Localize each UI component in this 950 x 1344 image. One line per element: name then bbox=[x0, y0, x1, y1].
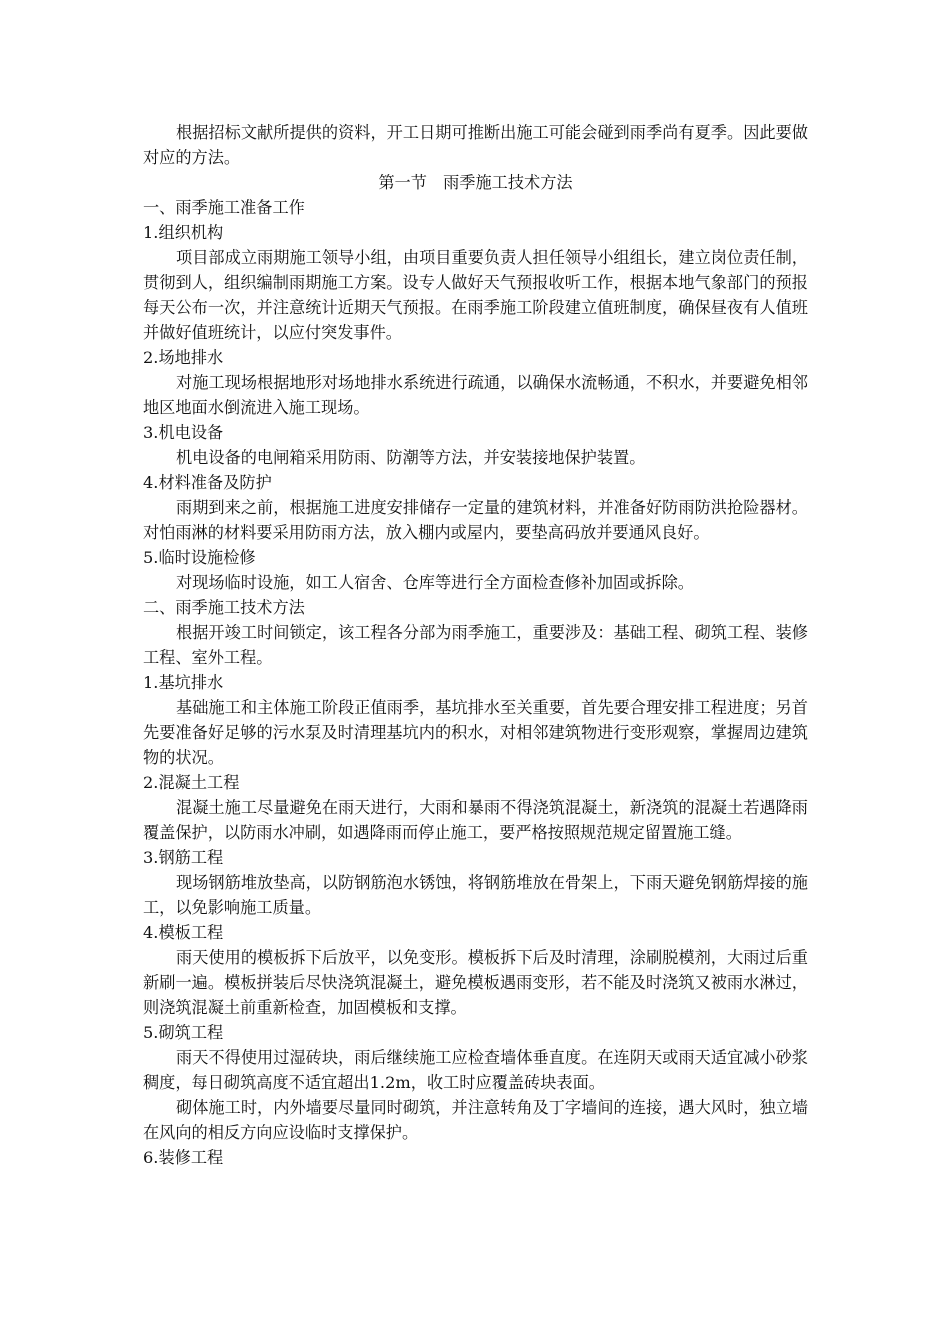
subheading-organization: 1.组织机构 bbox=[143, 223, 224, 242]
paragraph-formwork: 雨天使用的模板拆下后放平，以免变形。模板拆下后及时清理，涂刷脱模剂，大雨过后重新刷一遍。模板拼装后尽快浇筑混凝土，避免模板遇雨变形，若不能及时浇筑又被雨水淋过，则浇筑混凝土前重新检查，加固模板和支撑。 bbox=[143, 948, 808, 1017]
subheading-electrical: 3.机电设备 bbox=[143, 423, 224, 442]
subheading-decoration: 6.装修工程 bbox=[143, 1148, 224, 1167]
heading-preparation: 一、雨季施工准备工作 bbox=[143, 198, 305, 217]
subheading-concrete: 2.混凝土工程 bbox=[143, 773, 240, 792]
paragraph-organization: 项目部成立雨期施工领导小组，由项目重要负责人担任领导小组组长，建立岗位责任制，贯彻到人，组织编制雨期施工方案。设专人做好天气预报收听工作，根据本地气象部门的预报每天公布一次，并注意统计近期天气预报。在雨季施工阶段建立值班制度，确保昼夜有人值班并做好值班统计，以应付突发事件。 bbox=[143, 248, 808, 342]
subheading-pit-drainage: 1.基坑排水 bbox=[143, 673, 224, 692]
paragraph-masonry-1: 雨天不得使用过湿砖块，雨后继续施工应检查墙体垂直度。在连阴天或雨天适宜减小砂浆稠度，每日砌筑高度不适宜超出1.2m，收工时应覆盖砖块表面。 bbox=[143, 1048, 808, 1092]
paragraph-materials: 雨期到来之前，根据施工进度安排储存一定量的建筑材料，并准备好防雨防洪抢险器材。对怕雨淋的材料要采用防雨方法，放入棚内或屋内，要垫高码放并要通风良好。 bbox=[143, 498, 808, 542]
section-title: 第一节 雨季施工技术方法 bbox=[378, 173, 573, 192]
subheading-materials: 4.材料准备及防护 bbox=[143, 473, 272, 492]
paragraph-pit-drainage: 基础施工和主体施工阶段正值雨季，基坑排水至关重要，首先要合理安排工程进度；另首先要准备好足够的污水泵及时清理基坑内的积水，对相邻建筑物进行变形观察，掌握周边建筑物的状况。 bbox=[143, 698, 808, 767]
paragraph-technical-scope: 根据开竣工时间锁定，该工程各分部为雨季施工，重要涉及：基础工程、砌筑工程、装修工程、室外工程。 bbox=[143, 623, 808, 667]
subheading-masonry: 5.砌筑工程 bbox=[143, 1023, 224, 1042]
subheading-formwork: 4.模板工程 bbox=[143, 923, 224, 942]
heading-technical-methods: 二、雨季施工技术方法 bbox=[143, 598, 305, 617]
paragraph-electrical: 机电设备的电闸箱采用防雨、防潮等方法，并安装接地保护装置。 bbox=[176, 448, 646, 467]
paragraph-concrete: 混凝土施工尽量避免在雨天进行，大雨和暴雨不得浇筑混凝土，新浇筑的混凝土若遇降雨覆盖保护，以防雨水冲刷，如遇降雨而停止施工，要严格按照规范规定留置施工缝。 bbox=[143, 798, 808, 842]
paragraph-rebar: 现场钢筋堆放垫高，以防钢筋泡水锈蚀，将钢筋堆放在骨架上，下雨天避免钢筋焊接的施工，以免影响施工质量。 bbox=[143, 873, 808, 917]
paragraph-site-drainage: 对施工现场根据地形对场地排水系统进行疏通，以确保水流畅通，不积水，并要避免相邻地区地面水倒流进入施工现场。 bbox=[143, 373, 808, 417]
subheading-rebar: 3.钢筋工程 bbox=[143, 848, 224, 867]
paragraph-masonry-2: 砌体施工时，内外墙要尽量同时砌筑，并注意转角及丁字墙间的连接，遇大风时，独立墙在风向的相反方向应设临时支撑保护。 bbox=[143, 1098, 808, 1142]
subheading-temporary-facilities: 5.临时设施检修 bbox=[143, 548, 256, 567]
document-page bbox=[143, 120, 808, 1170]
paragraph-temporary-facilities: 对现场临时设施，如工人宿舍、仓库等进行全方面检查修补加固或拆除。 bbox=[176, 573, 694, 592]
intro-paragraph: 根据招标文献所提供的资料，开工日期可推断出施工可能会碰到雨季尚有夏季。因此要做对应的方法。 bbox=[143, 123, 808, 167]
subheading-site-drainage: 2.场地排水 bbox=[143, 348, 224, 367]
